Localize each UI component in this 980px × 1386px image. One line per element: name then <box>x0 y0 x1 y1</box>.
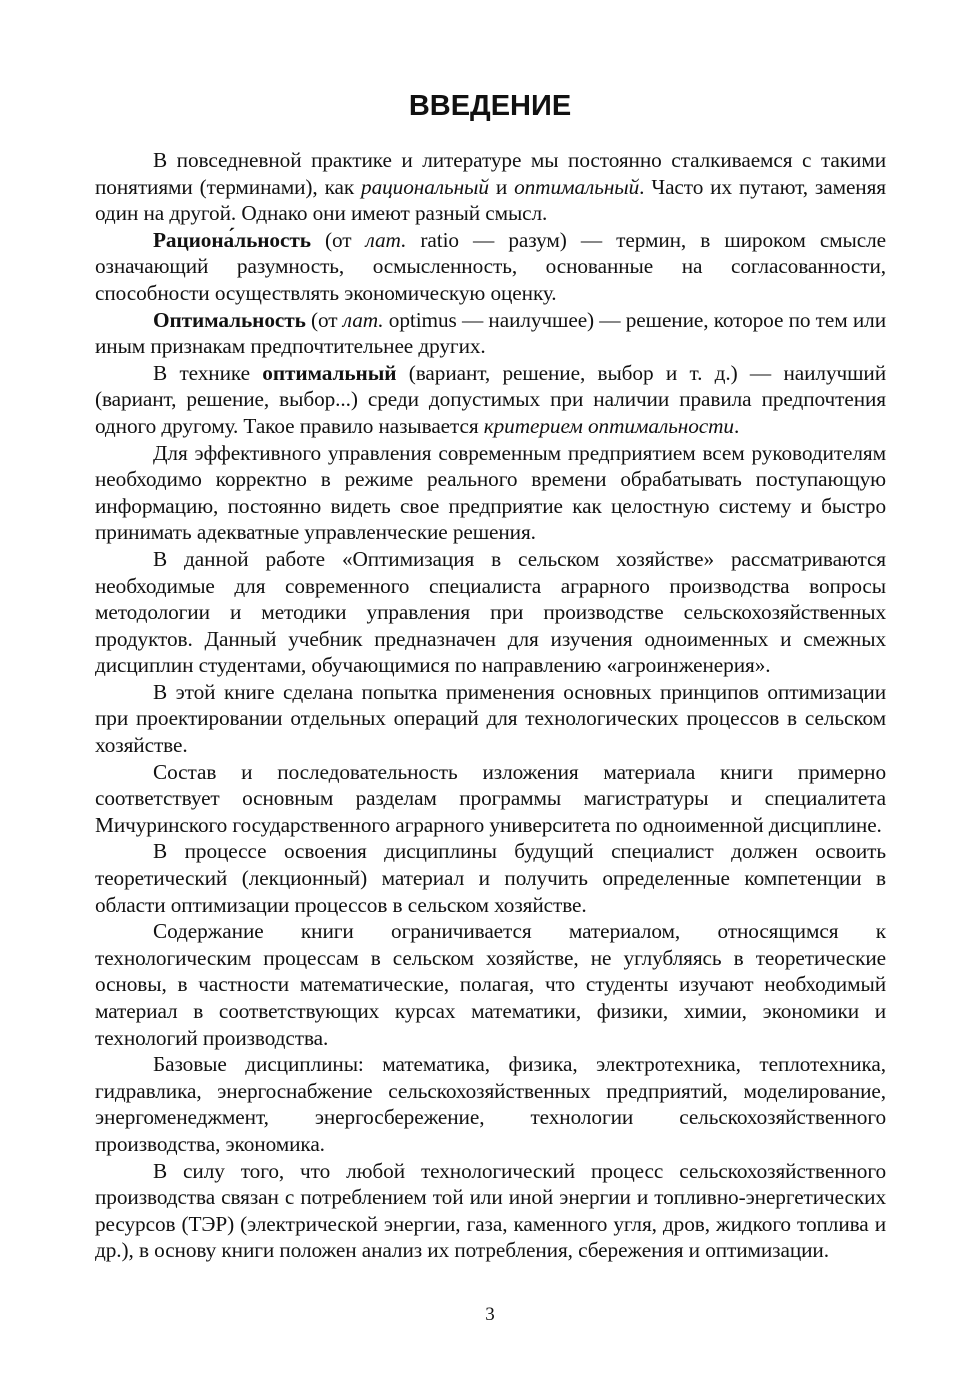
page-title: ВВЕДЕНИЕ <box>408 90 572 122</box>
italic-abbrev-lat: лат. <box>342 307 384 332</box>
bold-term-rationality: Рациона́льность <box>153 227 311 252</box>
paragraph-optimality <box>95 307 886 360</box>
text-span: ratio — разум) — термин, в широком смысле означающий разумность, осмысленность, основанные на согласованности, способности осуществлять экономическую оценку. <box>95 227 886 305</box>
paragraph-optimal-in-tech <box>95 360 886 440</box>
paragraph-base-disciplines: Базовые дисциплины: математика, физика, электротехника, теплотехника, гидравлика, энергоснабжение сельскохозяйственных предприятий, моделирование, энергоменеджмент, энергосбережение, технологии сельскохозяйственного производства, экономика. <box>95 1052 886 1156</box>
italic-term-optimal: оптимальный <box>514 174 640 199</box>
text-span: В повседневной практике и литературе мы постоянно сталкиваемся с такими понятиями (терминами), как <box>95 148 886 199</box>
paragraph-composition: Состав и последовательность изложения материала книги примерно соответствует основным разделам программы магистратуры и специалитета Мичуринского государственного аграрного университета по одноименной дисциплине. <box>95 759 886 837</box>
text-span: optimus — наилучшее) — решение, которое по тем или иным признакам предпочтительнее других. <box>95 307 886 359</box>
paragraph-work-description: В данной работе «Оптимизация в сельском хозяйстве» рассматриваются необходимые для современного специалиста аграрного производства вопросы методологии и методики управления при производстве сельскохозяйственных продуктов. Данный учебник предназначен для изучения одноименных и смежных дисциплин студентами, обучающимися по направлению «агроинженерия». <box>95 546 886 678</box>
paragraph-rationality <box>95 227 886 307</box>
paragraph-learning-process: В процессе освоения дисциплины будущий специалист должен освоить теоретический (лекционный) материал и получить определенные компетенции в области оптимизации процессов в сельском хозяйстве. <box>95 839 886 917</box>
paragraph-energy-analysis: В силу того, что любой технологический процесс сельскохозяйственного производства связан с потреблением той или иной энергии и топливно-энергетических ресурсов (ТЭР) (электрической энергии, газа, каменного угля, дров, жидкого топлива и др.), в основу книги положен анализ их потребления, сбережения и оптимизации. <box>95 1158 886 1263</box>
text-span: . <box>733 413 740 438</box>
bold-term-optimality: Оптимальность <box>153 307 306 332</box>
paragraph-intro <box>95 147 886 227</box>
italic-term-rational: рациональный <box>361 174 489 199</box>
paragraph-management: Для эффективного управления современным предприятием всем руководителям необходимо корректно в режиме реального времени обрабатывать поступающую информацию, постоянно видеть свое предприятие как целостную систему и быстро принимать адекватные управленческие решения. <box>95 440 886 545</box>
text-span: и <box>488 174 515 199</box>
bold-term-optimal: оптимальный <box>262 360 397 385</box>
italic-abbrev-lat: лат. <box>365 227 407 252</box>
text-span: (от <box>305 307 343 332</box>
italic-term-criterion: критерием оптимальности <box>483 413 734 438</box>
text-span: (вариант, решение, выбор и т. д.) — наилучший (вариант, решение, выбор...) среди допустимых при наличии правила предпочтения одного другому. Такое правило называется <box>95 360 886 438</box>
page-number: 3 <box>485 1304 495 1325</box>
body-text <box>95 147 886 1264</box>
text-span: (от <box>310 227 366 252</box>
paragraph-book-attempt: В этой книге сделана попытка применения основных принципов оптимизации при проектировании отдельных операций для технологических процессов в сельском хозяйстве. <box>95 679 886 758</box>
text-span: . Часто их путают, заменяя один на другой. Однако они имеют разный смысл. <box>95 174 887 226</box>
paragraph-content-scope: Содержание книги ограничивается материалом, относящимся к технологическим процессам в сельском хозяйстве, не углубляясь в теоретические основы, в частности математические, полагая, что студенты изучают необходимый материал в соответствующих курсах математики, физики, химии, экономики и технологий производства. <box>95 919 886 1050</box>
text-span: В технике <box>153 360 263 385</box>
